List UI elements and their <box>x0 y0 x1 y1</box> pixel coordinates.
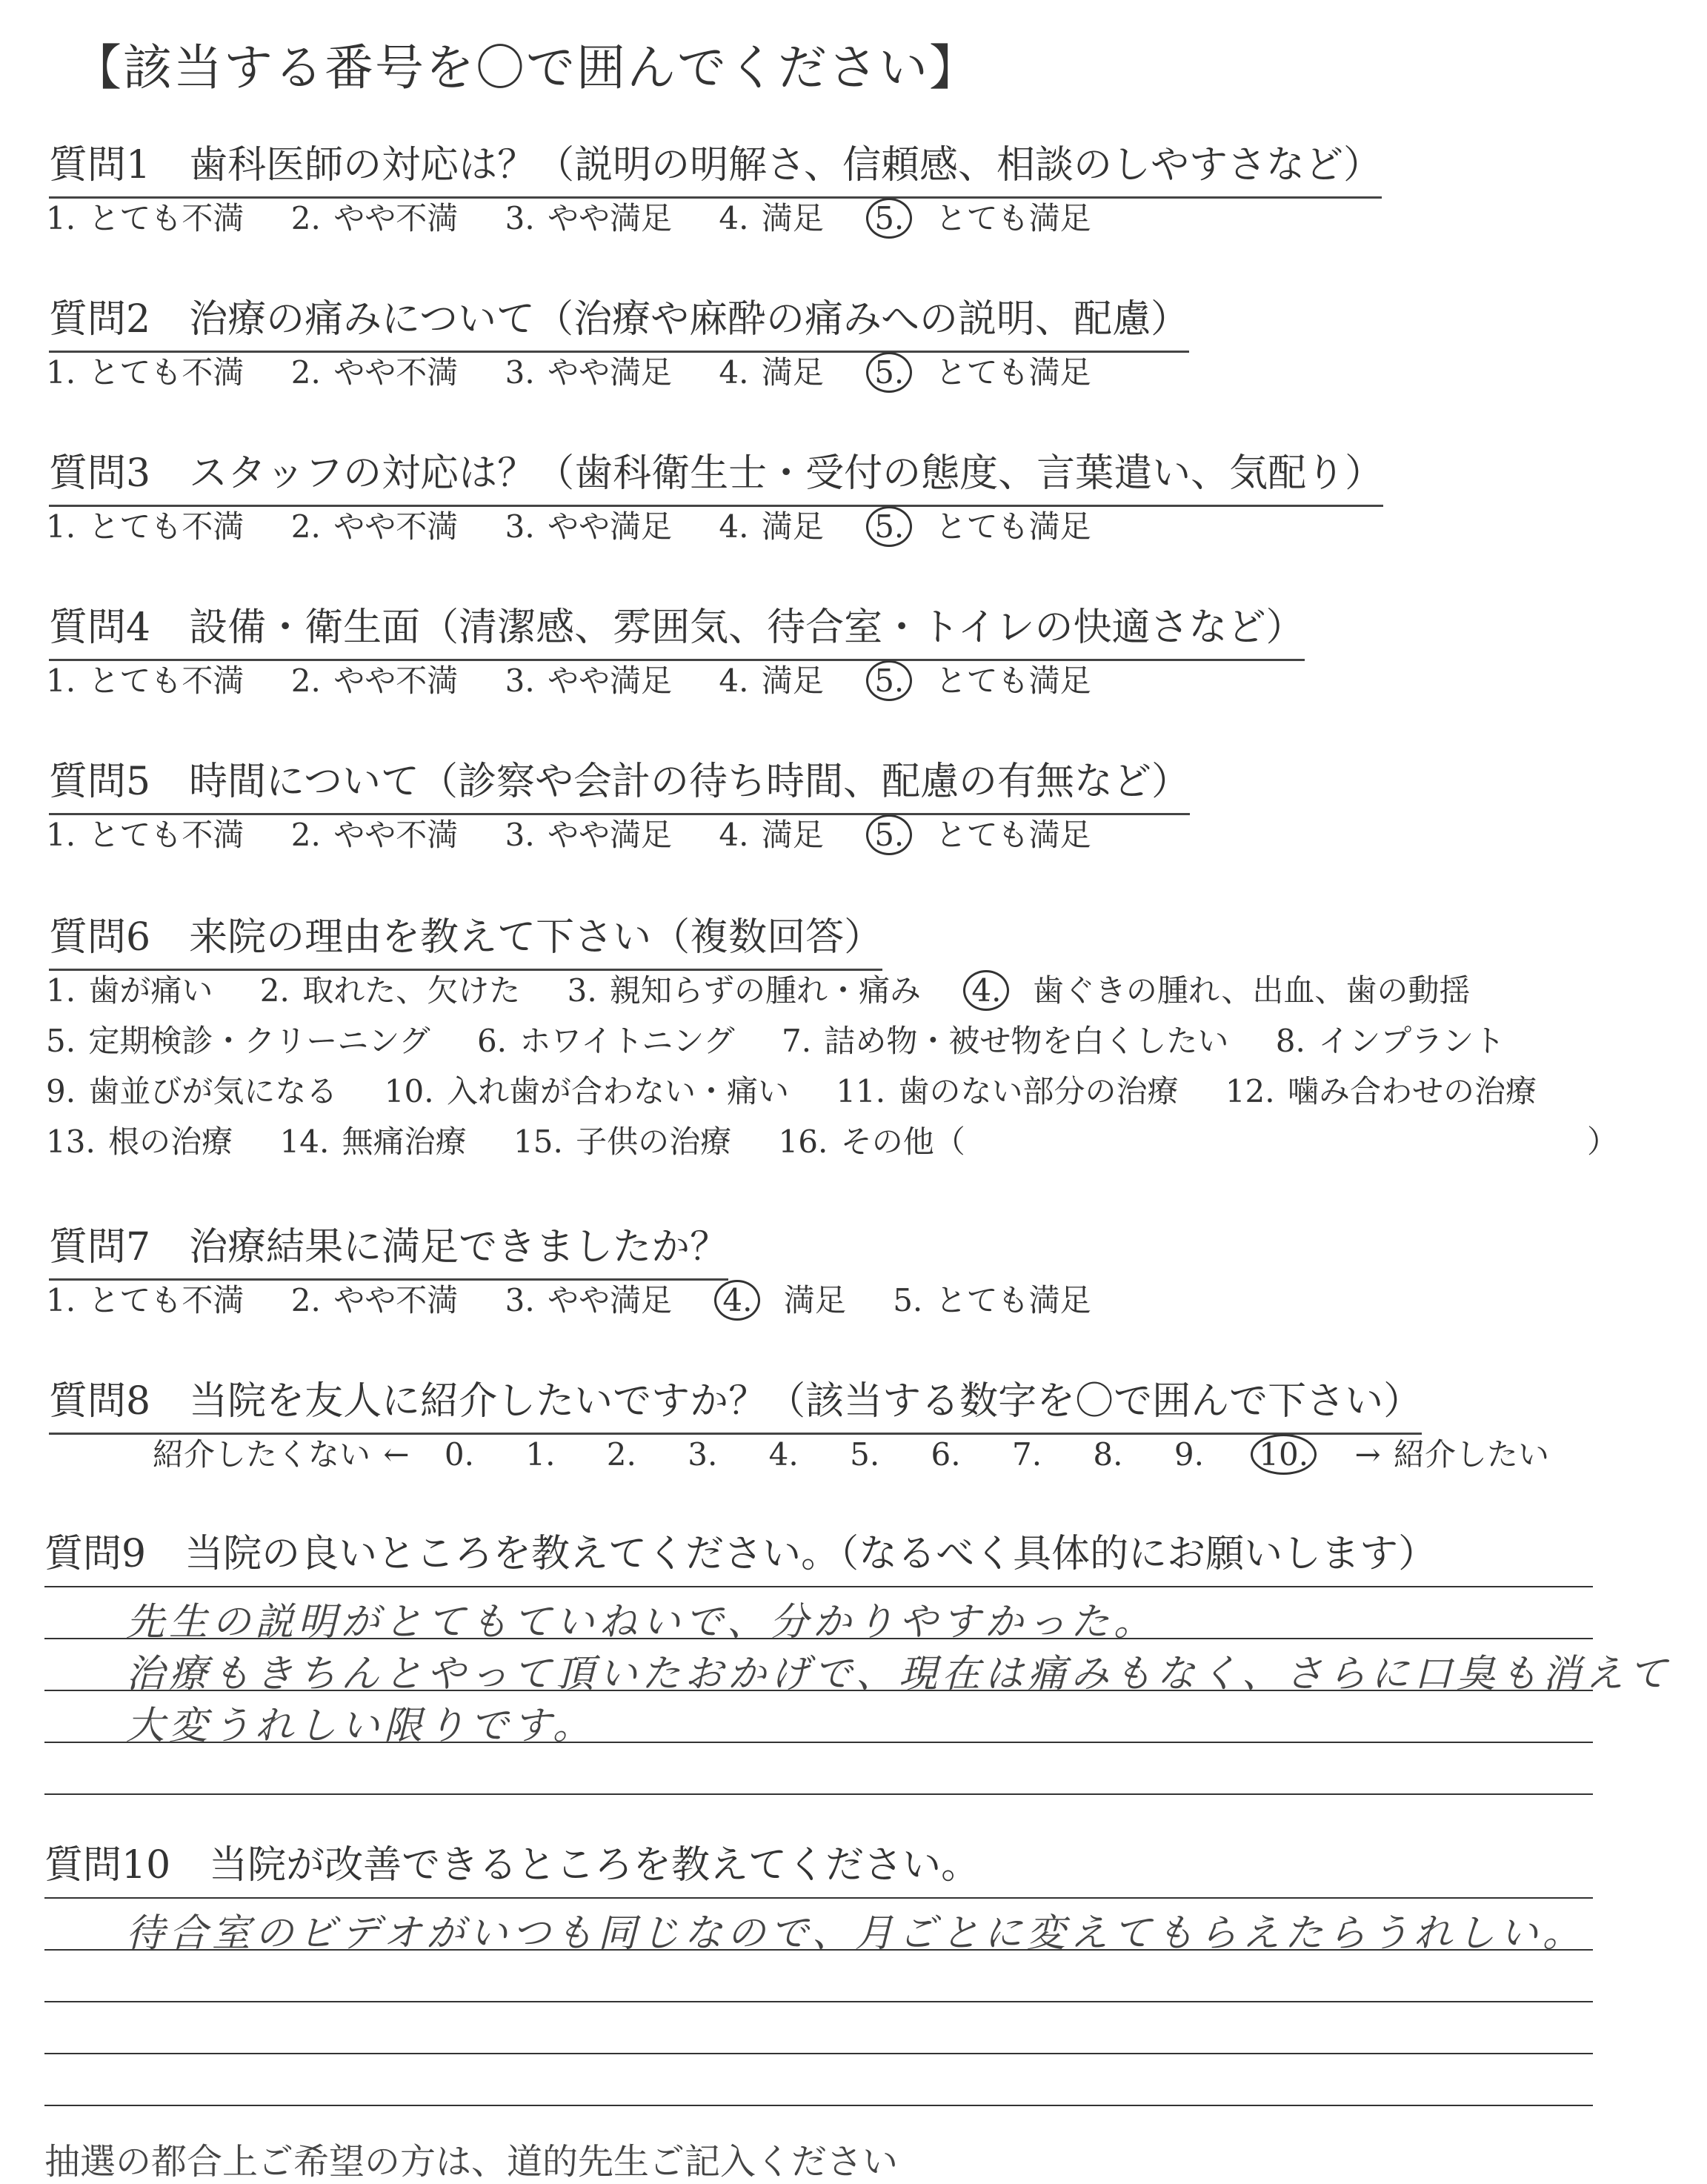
q2-options <box>46 348 1125 393</box>
q5-option-4[interactable]: 4. 満足 <box>719 817 824 853</box>
q6-other-close-paren: ） <box>1587 1123 1619 1160</box>
q3-option-2[interactable]: 2. やや不満 <box>290 508 459 545</box>
footer-note: 抽選の都合上ご希望の方は、道的先生ご記入ください <box>44 2141 899 2183</box>
q6-option-11[interactable]: 11. 歯のない部分の治療 <box>836 1073 1179 1109</box>
q3-option-5-label: とても満足 <box>935 508 1091 545</box>
q4-option-5-number: 5. <box>866 660 912 701</box>
q6-option-4-label: 歯ぐきの腫れ、出血、歯の動揺 <box>1032 972 1471 1009</box>
q6-option-15[interactable]: 15. 子供の治療 <box>513 1123 732 1160</box>
q8-scale-2[interactable]: 2. <box>606 1436 636 1473</box>
q3-option-5-number: 5. <box>866 506 912 547</box>
q6-row-4 <box>46 1118 999 1162</box>
q3-options <box>46 502 1125 547</box>
q8-scale-row <box>153 1430 1583 1475</box>
q5-options <box>46 811 1125 855</box>
q6-option-5[interactable]: 5. 定期検診・クリーニング <box>46 1023 430 1059</box>
q1-option-3[interactable]: 3. やや満足 <box>505 200 673 236</box>
q2-option-5-label: とても満足 <box>935 354 1091 391</box>
q5-heading: 質問5 時間について（診察や会計の待ち時間、配慮の有無など） <box>49 750 1190 815</box>
q4-option-5-label: とても満足 <box>935 663 1091 699</box>
q6-option-12[interactable]: 12. 噛み合わせの治療 <box>1225 1073 1537 1109</box>
q10-heading: 質問10 当院が改善できるところを教えてください。 <box>44 1843 980 1888</box>
q2-option-5-number: 5. <box>866 352 912 393</box>
q3-heading: 質問3 スタッフの対応は？（歯科衛生士・受付の態度、言葉遣い、気配り） <box>49 442 1383 507</box>
q1-option-5-number: 5. <box>866 198 912 239</box>
q9-answer-line-2: 治療もきちんとやって頂いたおかげで、現在は痛みもなく、さらに口臭も消えて <box>126 1652 1671 1696</box>
q8-scale-8[interactable]: 8. <box>1093 1436 1123 1473</box>
q4-options <box>46 657 1125 701</box>
q10-answer-line-1: 待合室のビデオがいつも同じなので、月ごとに変えてもらえたらうれしい。 <box>126 1911 1585 1956</box>
q8-heading: 質問8 当院を友人に紹介したいですか？（該当する数字を〇で囲んで下さい） <box>49 1370 1422 1435</box>
q2-option-4[interactable]: 4. 満足 <box>719 354 824 391</box>
q4-option-5-circled[interactable] <box>871 663 908 699</box>
q7-options <box>46 1276 1125 1321</box>
q6-row-3 <box>46 1067 1571 1112</box>
q10-line-rule-5 <box>44 2105 1593 2106</box>
q6-row-2 <box>46 1017 1539 1061</box>
q5-option-5-number: 5. <box>866 814 912 855</box>
q8-scale-7[interactable]: 7. <box>1011 1436 1042 1473</box>
q3-option-4[interactable]: 4. 満足 <box>719 508 824 545</box>
q2-option-1[interactable]: 1. とても不満 <box>46 354 244 391</box>
q4-option-4[interactable]: 4. 満足 <box>719 663 824 699</box>
q6-option-16[interactable]: 16. その他（ <box>778 1123 965 1160</box>
q2-heading: 質問2 治療の痛みについて（治療や麻酔の痛みへの説明、配慮） <box>49 288 1189 353</box>
q8-scale-1[interactable]: 1. <box>525 1436 556 1473</box>
q8-scale-4[interactable]: 4. <box>768 1436 799 1473</box>
q9-line-rule-5 <box>44 1793 1593 1795</box>
q3-option-1[interactable]: 1. とても不満 <box>46 508 244 545</box>
q1-option-2[interactable]: 2. やや不満 <box>290 200 459 236</box>
q7-heading: 質問7 治療結果に満足できましたか？ <box>49 1215 728 1281</box>
q4-heading: 質問4 設備・衛生面（清潔感、雰囲気、待合室・トイレの快適さなど） <box>49 596 1305 661</box>
q2-option-3[interactable]: 3. やや満足 <box>505 354 673 391</box>
q1-option-5-circled[interactable] <box>871 200 908 236</box>
q6-option-14[interactable]: 14. 無痛治療 <box>279 1123 467 1160</box>
q9-answer-line-3: 大変うれしい限りです。 <box>126 1704 596 1748</box>
q6-option-1[interactable]: 1. 歯が痛い <box>46 972 213 1009</box>
q7-option-4-number: 4. <box>714 1280 760 1321</box>
q1-option-1[interactable]: 1. とても不満 <box>46 200 244 236</box>
page-title: 【該当する番号を〇で囲んでください】 <box>73 39 979 96</box>
q5-option-5-circled[interactable] <box>871 817 908 853</box>
q9-answer-line-1: 先生の説明がとてもていねいで、分かりやすかった。 <box>126 1600 1157 1644</box>
q6-option-4-circled[interactable] <box>968 972 1005 1009</box>
q1-heading: 質問1 歯科医師の対応は？（説明の明解さ、信頼感、相談のしやすさなど） <box>49 133 1382 199</box>
q6-option-13[interactable]: 13. 根の治療 <box>46 1123 233 1160</box>
q3-option-3[interactable]: 3. やや満足 <box>505 508 673 545</box>
q5-option-2[interactable]: 2. やや不満 <box>290 817 459 853</box>
q4-option-1[interactable]: 1. とても不満 <box>46 663 244 699</box>
q9-heading: 質問9 当院の良いところを教えてください。（なるべく具体的にお願いします） <box>44 1532 1437 1576</box>
q3-option-5-circled[interactable] <box>871 508 908 545</box>
q7-option-2[interactable]: 2. やや不満 <box>290 1282 459 1318</box>
q7-option-1[interactable]: 1. とても不満 <box>46 1282 244 1318</box>
q8-scale-6[interactable]: 6. <box>931 1436 961 1473</box>
q10-line-rule-1 <box>44 1897 1593 1899</box>
q5-option-3[interactable]: 3. やや満足 <box>505 817 673 853</box>
q10-line-rule-4 <box>44 2053 1593 2054</box>
q4-option-2[interactable]: 2. やや不満 <box>290 663 459 699</box>
q1-option-4[interactable]: 4. 満足 <box>719 200 824 236</box>
q1-options <box>46 194 1125 239</box>
q6-option-9[interactable]: 9. 歯並びが気になる <box>46 1073 338 1109</box>
q9-line-rule-1 <box>44 1586 1593 1587</box>
q7-option-4-circled[interactable] <box>719 1282 756 1318</box>
q7-option-4-label: 満足 <box>783 1282 846 1318</box>
q6-option-6[interactable]: 6. ホワイトニング <box>476 1023 735 1059</box>
q7-option-3[interactable]: 3. やや満足 <box>505 1282 673 1318</box>
q6-option-8[interactable]: 8. インプラント <box>1275 1023 1505 1059</box>
q6-option-2[interactable]: 2. 取れた、欠けた <box>259 972 521 1009</box>
q8-scale-10-circled[interactable] <box>1255 1436 1312 1473</box>
q8-scale-5[interactable]: 5. <box>850 1436 880 1473</box>
q4-option-3[interactable]: 3. やや満足 <box>505 663 673 699</box>
q8-left-label: 紹介したくない ← <box>153 1436 410 1473</box>
q6-heading: 質問6 来院の理由を教えて下さい（複数回答） <box>49 906 882 971</box>
q2-option-2[interactable]: 2. やや不満 <box>290 354 459 391</box>
q5-option-1[interactable]: 1. とても不満 <box>46 817 244 853</box>
q8-scale-0[interactable]: 0. <box>444 1436 474 1473</box>
q10-line-rule-3 <box>44 2001 1593 2002</box>
q7-option-5[interactable]: 5. とても満足 <box>893 1282 1091 1318</box>
q6-option-7[interactable]: 7. 詰め物・被せ物を白くしたい <box>781 1023 1229 1059</box>
q6-option-3[interactable]: 3. 親知らずの腫れ・痛み <box>567 972 922 1009</box>
q8-scale-3[interactable]: 3. <box>688 1436 718 1473</box>
q8-right-label: → 紹介したい <box>1354 1436 1549 1473</box>
q1-option-5-label: とても満足 <box>935 200 1091 236</box>
q6-row-1 <box>46 966 1504 1011</box>
q2-option-5-circled[interactable] <box>871 354 908 391</box>
q6-option-10[interactable]: 10. 入れ歯が合わない・痛い <box>384 1073 789 1109</box>
q6-option-4-number: 4. <box>963 970 1009 1011</box>
q8-scale-10-number: 10. <box>1251 1434 1317 1475</box>
q8-scale-9[interactable]: 9. <box>1174 1436 1204 1473</box>
q5-option-5-label: とても満足 <box>935 817 1091 853</box>
